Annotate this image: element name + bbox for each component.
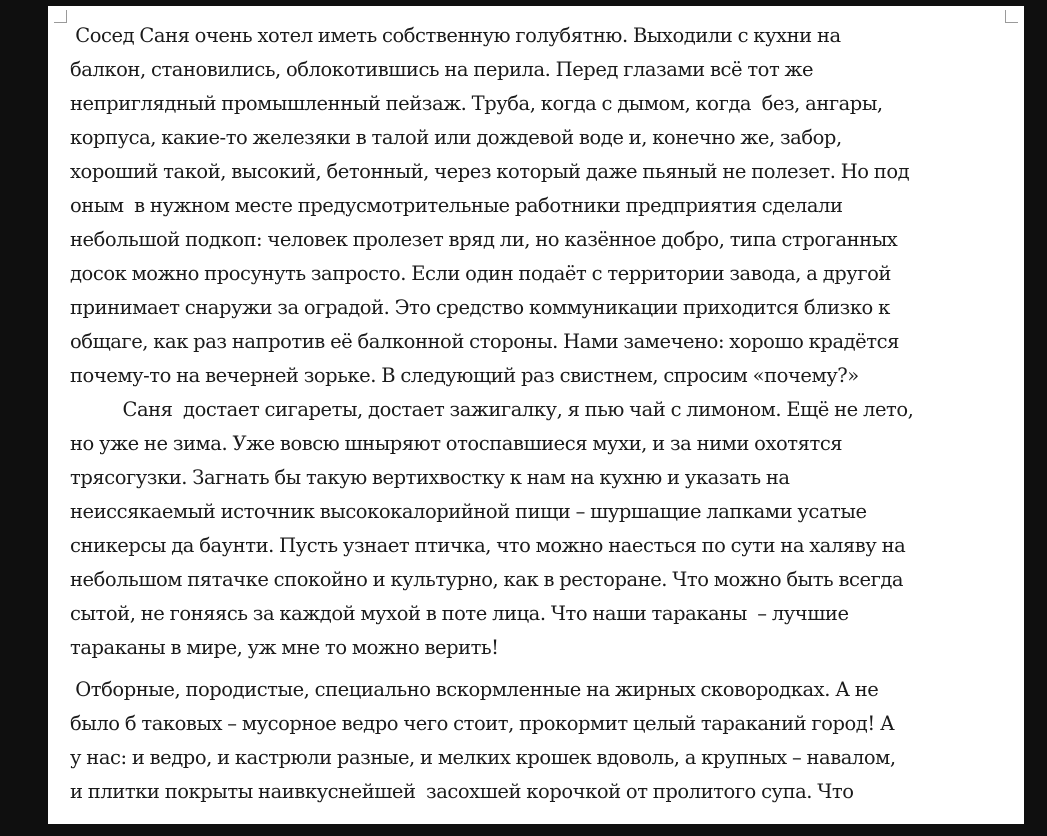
paragraph-spacing (70, 665, 1020, 673)
text-line: хороший такой, высокий, бетонный, через который даже пьяный не полезет. Но под (70, 160, 910, 183)
text-line: Отборные, породистые, специально вскормленные на жирных сковородках. А не (70, 678, 879, 701)
text-line: оным в нужном месте предусмотрительные работники предприятия сделали (70, 194, 843, 217)
text-line: принимает снаружи за оградой. Это средство коммуникации приходится близко к (70, 296, 890, 319)
paragraph (70, 673, 1020, 809)
text-line: корпуса, какие-то железяки в талой или дождевой воде и, конечно же, забор, (70, 126, 842, 149)
text-line: небольшой подкоп: человек пролезет вряд ли, но казённое добро, типа строганных (70, 228, 898, 251)
text-line: досок можно просунуть запросто. Если один подаёт с территории завода, а другой (70, 262, 891, 285)
text-line: тараканы в мире, уж мне то можно верить! (70, 636, 499, 659)
paragraph (70, 393, 1020, 665)
page-text (70, 19, 1020, 809)
text-line: общаге, как раз напротив её балконной стороны. Нами замечено: хорошо крадётся (70, 330, 899, 353)
text-line: но уже не зима. Уже вовсю шныряют отоспавшиеся мухи, и за ними охотятся (70, 432, 843, 455)
text-line: у нас: и ведро, и кастрюли разные, и мелких крошек вдоволь, а крупных – навалом, (70, 746, 896, 769)
text-line: Саня достает сигареты, достает зажигалку, я пью чай с лимоном. Ещё не лето, (70, 398, 914, 421)
text-line: небольшом пятачке спокойно и культурно, как в ресторане. Что можно быть всегда (70, 568, 904, 591)
document-page (48, 6, 1024, 824)
text-line: было б таковых – мусорное ведро чего стоит, прокормит целый тараканий город! А (70, 712, 895, 735)
text-line: почему-то на вечерней зорьке. В следующий раз свистнем, спросим «почему?» (70, 364, 859, 387)
text-line: и плитки покрыты наивкуснейшей засохшей корочкой от пролитого супа. Что (70, 780, 854, 803)
paragraph (70, 19, 1020, 393)
text-line: трясогузки. Загнать бы такую вертихвостку к нам на кухню и указать на (70, 466, 790, 489)
text-line: балкон, становились, облокотившись на перила. Перед глазами всё тот же (70, 58, 814, 81)
text-line: сытой, не гоняясь за каждой мухой в поте лица. Что наши тараканы – лучшие (70, 602, 849, 625)
page-corner-mark-top-left (54, 10, 67, 23)
text-line: неиссякаемый источник высококалорийной пищи – шуршащие лапками усатые (70, 500, 867, 523)
text-line: Сосед Саня очень хотел иметь собственную голубятню. Выходили с кухни на (70, 24, 841, 47)
text-line: сникерсы да баунти. Пусть узнает птичка, что можно наесться по сути на халяву на (70, 534, 906, 557)
text-line: неприглядный промышленный пейзаж. Труба, когда с дымом, когда без, ангары, (70, 92, 883, 115)
